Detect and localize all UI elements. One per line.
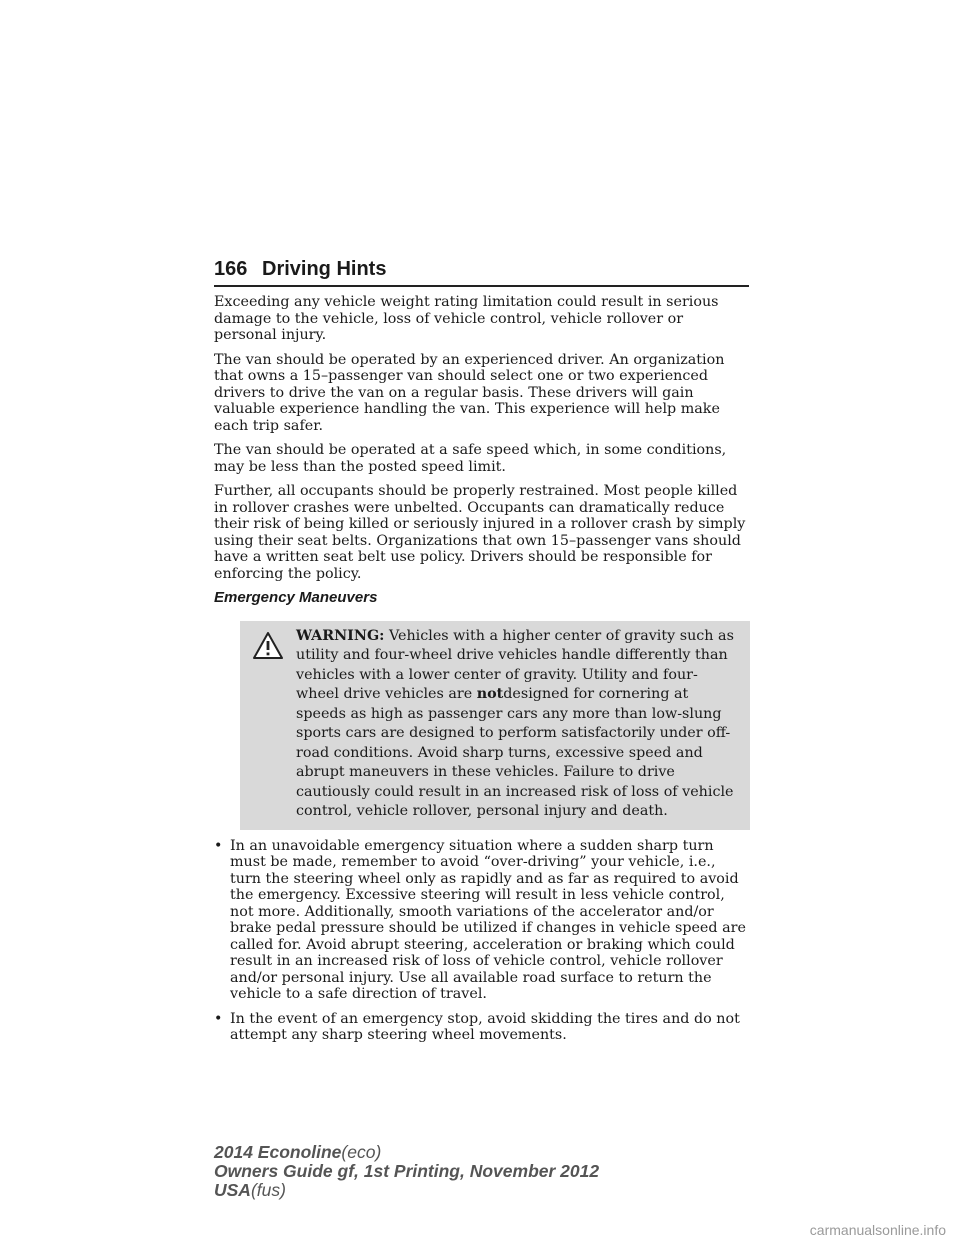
warning-label: WARNING: — [296, 627, 385, 644]
footer-line — [214, 1143, 599, 1162]
page-number: 166 — [214, 258, 248, 280]
warning-box — [240, 621, 750, 830]
bullet-icon: • — [214, 1010, 223, 1027]
footer-model: 2014 Econoline — [214, 1142, 342, 1162]
watermark: carmanualsonline.info — [809, 1222, 946, 1238]
section-title: Driving Hints — [262, 258, 387, 280]
footer-line: Owners Guide gf, 1st Printing, November 2012 — [214, 1161, 600, 1181]
footer-market: USA — [214, 1180, 251, 1200]
footer-line — [214, 1181, 599, 1200]
bullet-text: In an unavoidable emergency situation where a sudden sharp turn must be made, remember to avoid “over-driving” your vehicle, i.e., turn the steering wheel only as rapidly and as far as required to avoid the emergency. Excessive steering will result in less vehicle control, not more. Additionally, smooth variations of the accelerator and/or brake pedal pressure should be utilized if changes in vehicle speed are called for. Avoid abrupt steering, acceleration or braking which could result in an increased risk of loss of vehicle control, vehicle rollover and/or personal injury. Use all available road surface to return the vehicle to a safe direction of travel. — [230, 837, 746, 1002]
warning-text — [248, 627, 740, 822]
paragraph: The van should be operated at a safe speed which, in some conditions, may be less than the posted speed limit. — [214, 442, 727, 475]
footer-market-code: (fus) — [250, 1180, 286, 1200]
warning-triangle-icon — [252, 631, 284, 660]
page-header — [214, 258, 749, 286]
page-body — [214, 294, 749, 1052]
bullet-icon: • — [214, 837, 223, 854]
warning-emphasis: not — [476, 686, 504, 702]
bullet-list — [214, 838, 749, 1044]
footer-model-code: (eco) — [341, 1142, 382, 1162]
header-rule — [214, 285, 749, 287]
warning-text-part: designed for cornering at speeds as high as passenger cars any more than low-slung sports cars are designed to perform satisfactorily under off-road conditions. Avoid sharp turns, excessive speed and abrupt maneuvers in these vehicles. Failure to drive cautiously could result in an increased risk of loss of vehicle control, vehicle rollover, personal injury and death. — [296, 686, 734, 819]
document-footer — [214, 1143, 599, 1200]
paragraph: Exceeding any vehicle weight rating limitation could result in serious damage to the vehicle, loss of vehicle control, vehicle rollover or personal injury. — [214, 294, 719, 343]
list-item — [214, 1011, 749, 1044]
bullet-text: In the event of an emergency stop, avoid skidding the tires and do not attempt any sharp steering wheel movements. — [230, 1010, 740, 1043]
subheading: Emergency Maneuvers — [214, 589, 378, 606]
paragraph: The van should be operated by an experienced driver. An organization that owns a 15–passenger van should select one or two experienced drivers to drive the van on a regular basis. These drivers will gain valuable experience handling the van. This experience will help make each trip safer. — [214, 351, 725, 434]
list-item — [214, 838, 749, 1003]
warning-text-part: Vehicles with a higher center of gravity such as utility and four-wheel drive vehicles handle differently than vehicles with a lower center of gravity. Utility and four-wheel drive vehicles are — [296, 627, 734, 702]
paragraph: Further, all occupants should be properly restrained. Most people killed in rollover crashes were unbelted. Occupants can dramatically reduce their risk of being killed or seriously injured in a rollover crash by simply using their seat belts. Organizations that own 15–passenger vans should have a written seat belt use policy. Drivers should be responsible for enforcing the policy. — [214, 483, 746, 582]
